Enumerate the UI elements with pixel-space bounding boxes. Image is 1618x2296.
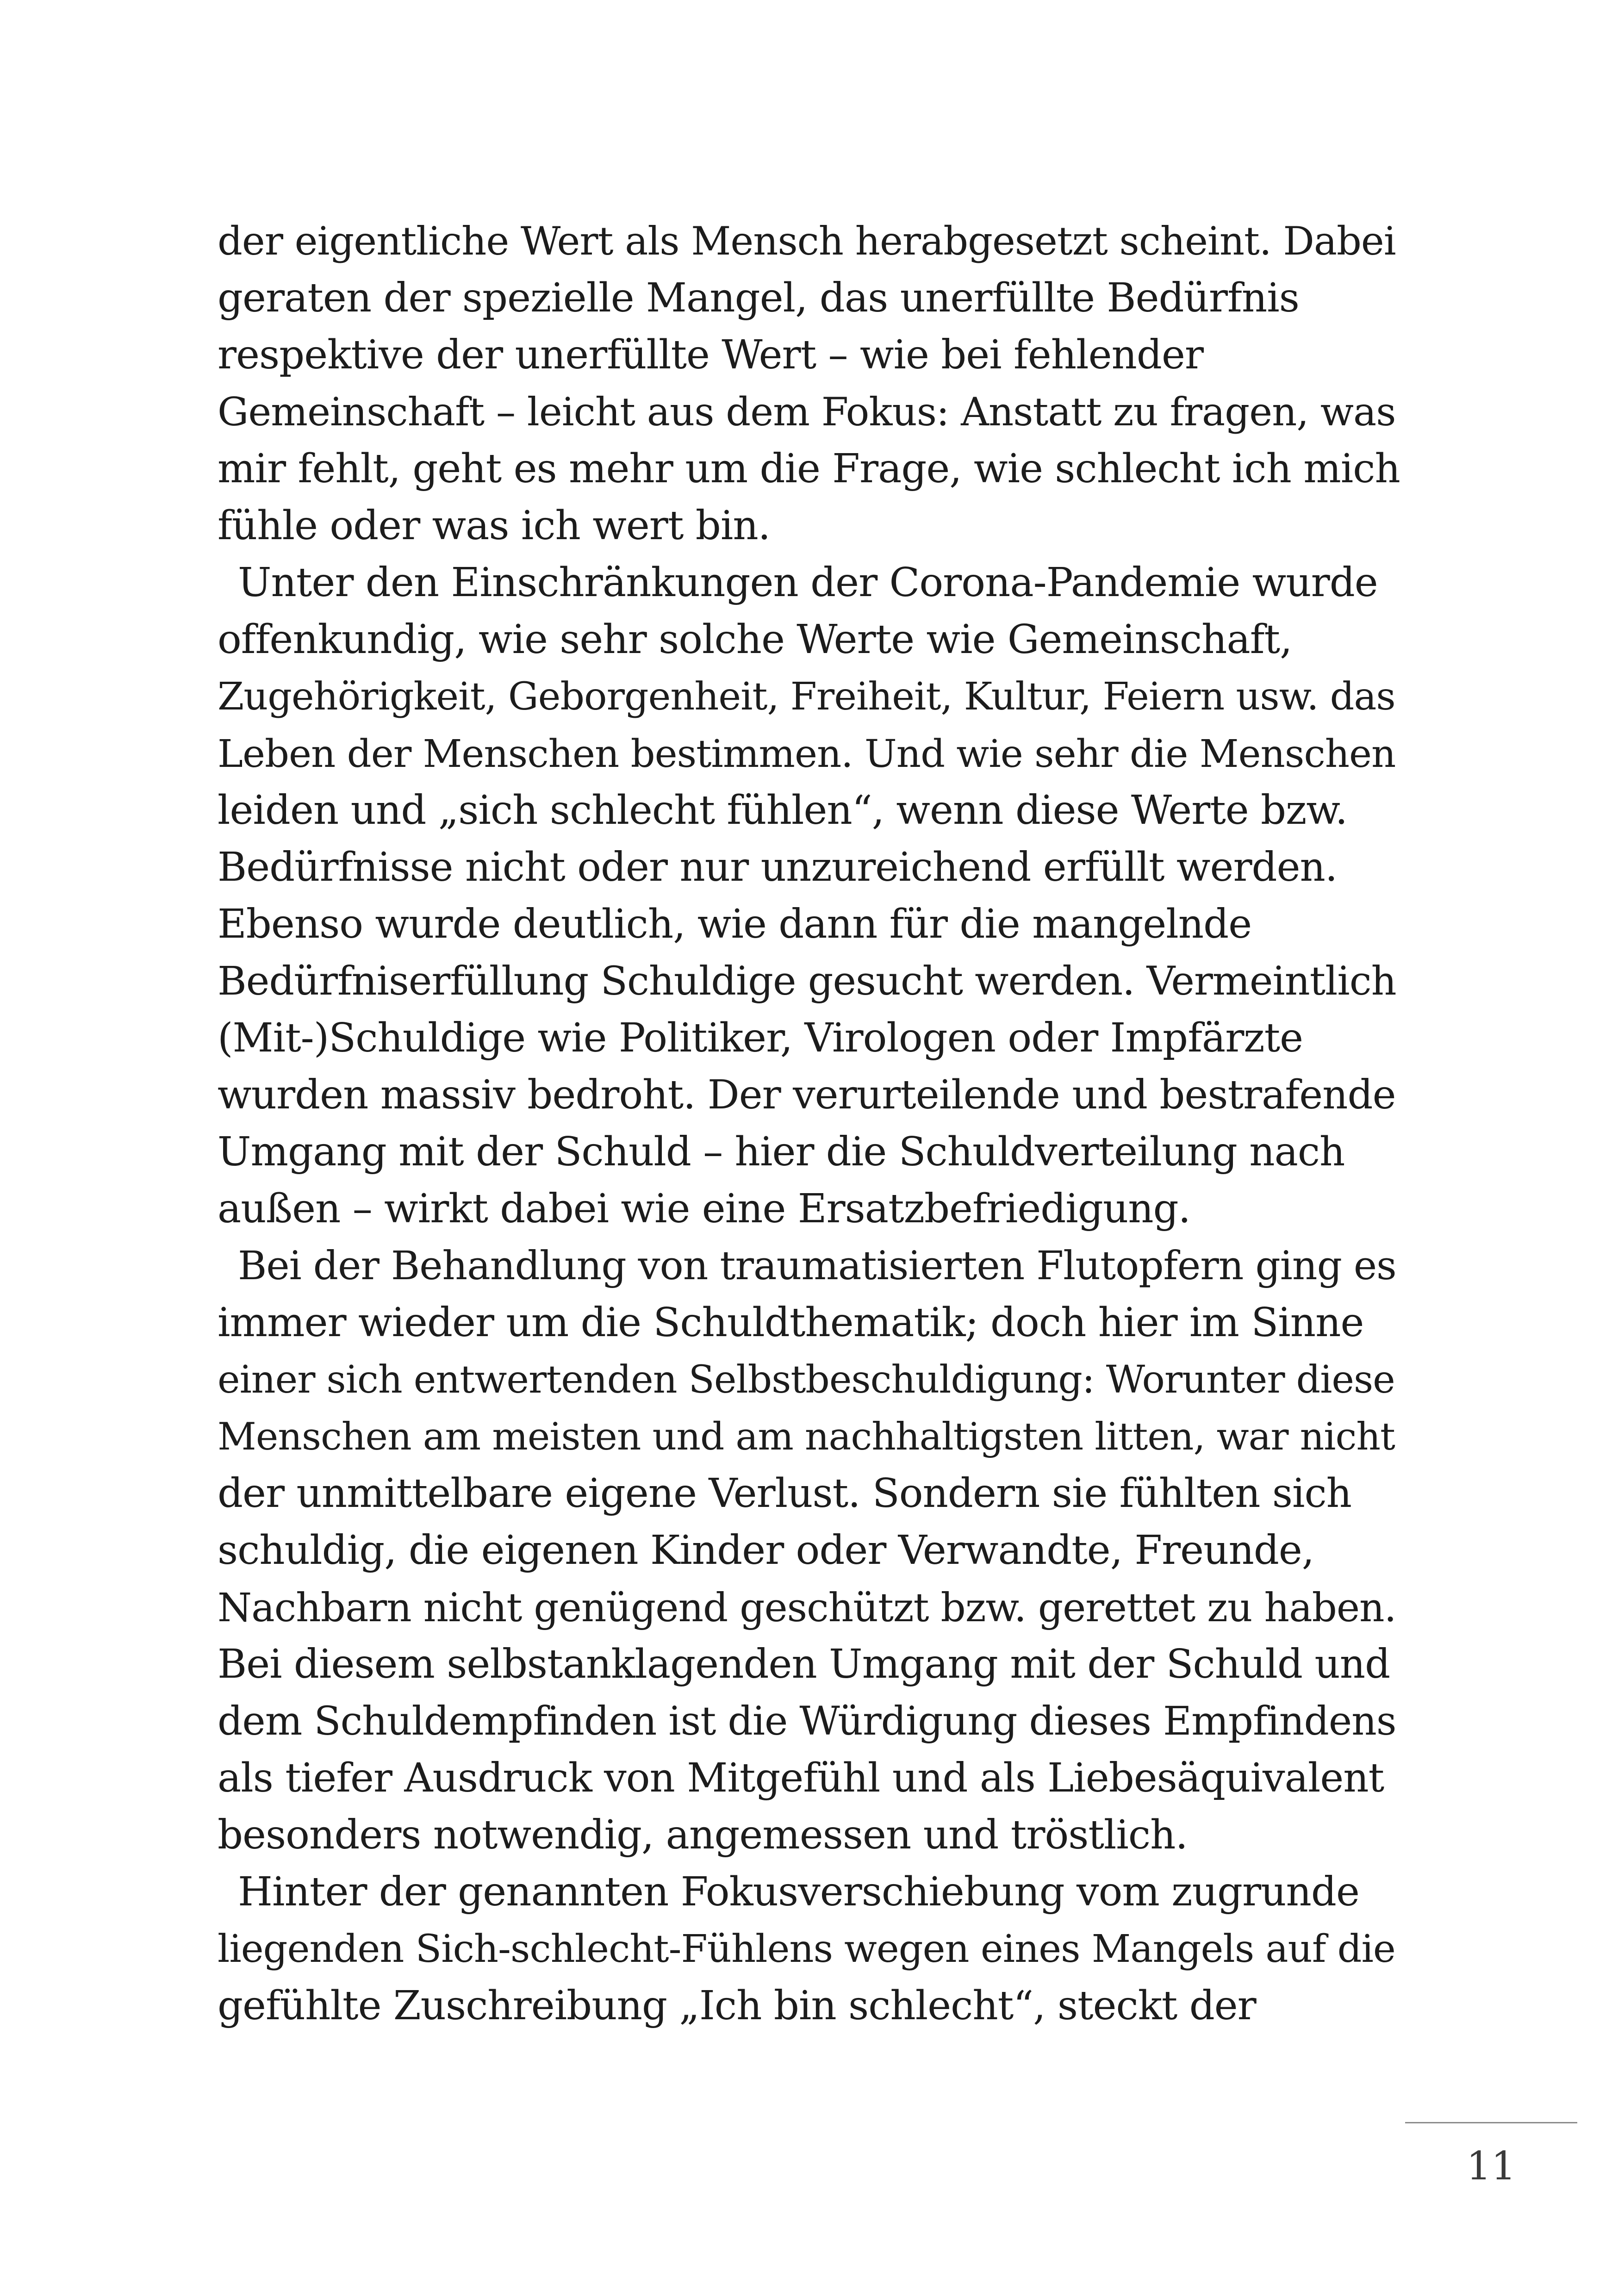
text-line: Gemeinschaft – leicht aus dem Fokus: Anstatt zu fragen, was (218, 389, 1396, 435)
text-line: (Mit-)Schuldige wie Politiker, Virologen oder Impfärzte (218, 1015, 1303, 1061)
text-line: wurden massiv bedroht. Der verurteilende und bestrafende (218, 1072, 1396, 1118)
text-line: schuldig, die eigenen Kinder oder Verwandte, Freunde, (218, 1527, 1314, 1574)
text-line: Ebenso wurde deutlich, wie dann für die mangelnde (218, 901, 1252, 947)
paragraph-first-line: Hinter der genannten Fokusverschiebung vom zugrunde (238, 1869, 1359, 1915)
text-line: außen – wirkt dabei wie eine Ersatzbefriedigung. (218, 1186, 1190, 1232)
paragraph-first-line: Unter den Einschränkungen der Corona-Pandemie wurde (238, 560, 1378, 606)
body-text (218, 213, 1402, 2035)
text-line: Bedürfnisse nicht oder nur unzureichend erfüllt werden. (218, 844, 1338, 890)
text-line: Bei diesem selbstanklagenden Umgang mit der Schuld und (218, 1641, 1390, 1687)
text-line: der eigentliche Wert als Mensch herabgesetzt scheint. Dabei (218, 218, 1396, 264)
text-line: Nachbarn nicht genügend geschützt bzw. gerettet zu haben. (218, 1585, 1396, 1630)
text-line: als tiefer Ausdruck von Mitgefühl und als Liebesäquivalent (218, 1755, 1384, 1801)
text-line: Leben der Menschen bestimmen. Und wie sehr die Menschen (218, 731, 1396, 776)
paragraph-first-line: Bei der Behandlung von traumatisierten Flutopfern ging es (238, 1243, 1396, 1289)
text-line: leiden und „sich schlecht fühlen“, wenn diese Werte bzw. (218, 787, 1348, 834)
footer-rule (1405, 2122, 1577, 2123)
text-line: Bedürfniserfüllung Schuldige gesucht werden. Vermeintlich (218, 958, 1396, 1004)
text-line: Umgang mit der Schuld – hier die Schuldverteilung nach (218, 1129, 1345, 1175)
text-line: dem Schuldempfinden ist die Würdigung dieses Empfindens (218, 1699, 1396, 1744)
text-line: respektive der unerfüllte Wert – wie bei fehlender (218, 332, 1203, 378)
text-line: fühle oder was ich wert bin. (218, 503, 771, 549)
text-line: offenkundig, wie sehr solche Werte wie Gemeinschaft, (218, 616, 1292, 663)
text-line: gefühlte Zuschreibung „Ich bin schlecht“, steckt der (218, 1983, 1256, 2029)
text-line: geraten der spezielle Mangel, das unerfüllte Bedürfnis (218, 275, 1299, 321)
page-number: 11 (1466, 2143, 1516, 2189)
text-line: immer wieder um die Schuldthematik; doch hier im Sinne (218, 1300, 1364, 1346)
text-line: liegenden Sich-schlecht-Fühlens wegen eines Mangels auf die (218, 1927, 1395, 1971)
text-line: Menschen am meisten und am nachhaltigsten litten, war nicht (218, 1415, 1395, 1459)
text-line: mir fehlt, geht es mehr um die Frage, wie schlecht ich mich (218, 446, 1400, 492)
text-line: der unmittelbare eigene Verlust. Sondern sie fühlten sich (218, 1470, 1352, 1517)
text-line: einer sich entwertenden Selbstbeschuldigung: Worunter diese (218, 1358, 1395, 1402)
text-line: Zugehörigkeit, Geborgenheit, Freiheit, Kultur, Feiern usw. das (218, 675, 1395, 719)
text-line: besonders notwendig, angemessen und tröstlich. (218, 1812, 1188, 1858)
